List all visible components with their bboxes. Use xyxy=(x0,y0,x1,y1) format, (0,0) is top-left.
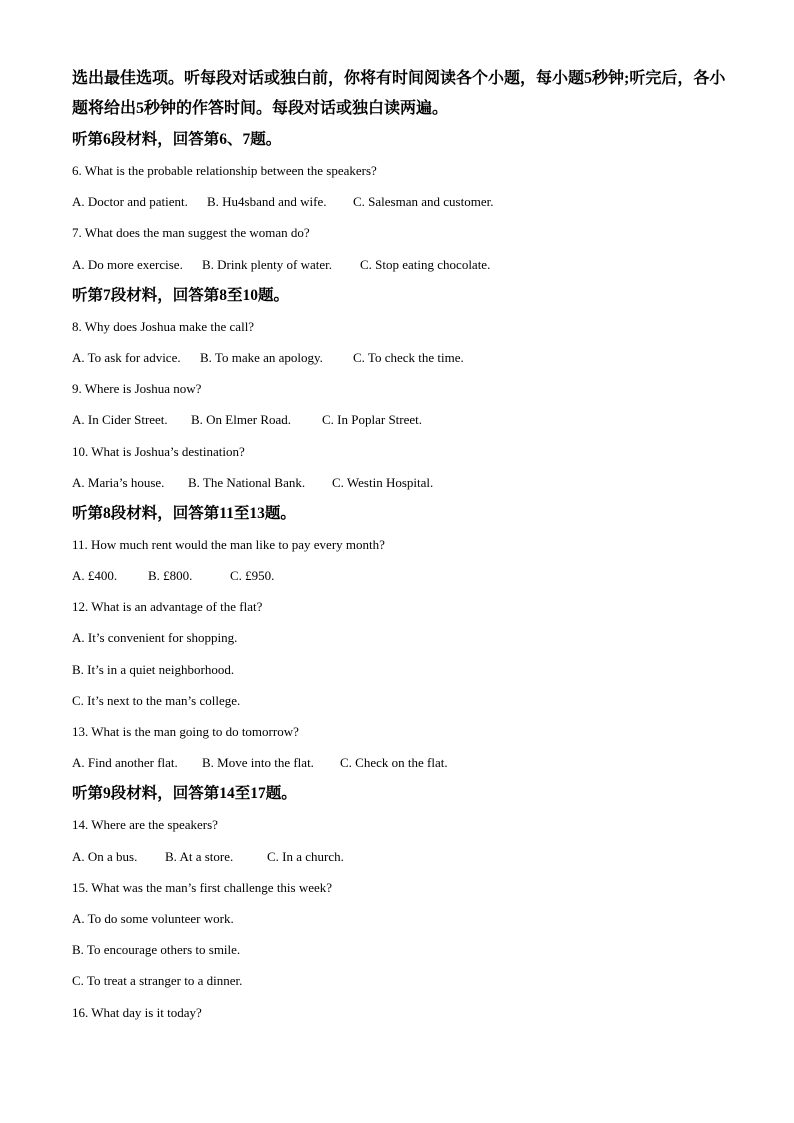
question-text: 10. What is Joshua’s destination? xyxy=(72,443,245,459)
exam-page xyxy=(72,64,732,1028)
option-a: A. Do more exercise. xyxy=(72,256,183,272)
question-text: 16. What day is it today? xyxy=(72,1004,202,1020)
option-a: A. £400. xyxy=(72,568,118,584)
option-b: B. Hu4sband and wife. xyxy=(207,194,327,210)
question-text: 15. What was the man’s first challenge this week? xyxy=(72,879,333,895)
option-c: C. Salesman and customer. xyxy=(353,194,494,210)
option-c: C. Check on the flat. xyxy=(340,755,448,771)
option-b: B. At a store. xyxy=(165,848,234,864)
option-c: C. To treat a stranger to a dinner. xyxy=(72,973,243,989)
option-a: A. To ask for advice. xyxy=(72,349,181,365)
option-c: C. It’s next to the man’s college. xyxy=(72,692,241,708)
option-c: C. Westin Hospital. xyxy=(332,474,434,490)
instructions-text: 选出最佳选项。听每段对话或独白前，你将有时间阅读各个小题，每小题5秒钟;听完后，各小题将给出5秒钟的作答时间。每段对话或独白读两遍。 xyxy=(72,70,726,117)
option-b: B. The National Bank. xyxy=(188,474,306,490)
option-a: A. To do some volunteer work. xyxy=(72,910,234,926)
option-row xyxy=(72,404,732,435)
section-title: 听第7段材料，回答第8至10题。 xyxy=(72,286,290,304)
option-b: B. Drink plenty of water. xyxy=(202,256,332,272)
option-b: B. £800. xyxy=(148,568,193,584)
option-a: A. In Cider Street. xyxy=(72,412,168,428)
option-row xyxy=(72,249,732,280)
option-a: A. It’s convenient for shopping. xyxy=(72,630,238,646)
option-row xyxy=(72,560,732,591)
option-b: B. On Elmer Road. xyxy=(191,412,292,428)
question-text: 8. Why does Joshua make the call? xyxy=(72,318,255,334)
option-a: A. Doctor and patient. xyxy=(72,194,188,210)
option-c: C. In a church. xyxy=(267,848,344,864)
option-row xyxy=(72,747,732,778)
option-row xyxy=(72,186,732,217)
section-title: 听第8段材料，回答第11至13题。 xyxy=(72,504,296,522)
section-title: 听第6段材料，回答第6、7题。 xyxy=(72,131,282,148)
option-row xyxy=(72,467,732,498)
option-c: C. £950. xyxy=(230,568,275,584)
option-row xyxy=(72,342,732,373)
option-c: C. In Poplar Street. xyxy=(322,412,423,428)
option-b: B. To make an apology. xyxy=(200,349,323,365)
option-a: A. Maria’s house. xyxy=(72,474,165,490)
section-title: 听第9段材料，回答第14至17题。 xyxy=(72,785,297,803)
question-text: 7. What does the man suggest the woman do? xyxy=(72,225,310,241)
question-text: 11. How much rent would the man like to pay every month? xyxy=(72,536,385,552)
option-b: B. It’s in a quiet neighborhood. xyxy=(72,661,235,677)
option-b: B. Move into the flat. xyxy=(202,755,314,771)
option-c: C. Stop eating chocolate. xyxy=(360,256,491,272)
option-row xyxy=(72,841,732,872)
option-c: C. To check the time. xyxy=(353,349,464,365)
question-text: 9. Where is Joshua now? xyxy=(72,381,202,397)
question-text: 14. Where are the speakers? xyxy=(72,817,218,833)
question-text: 13. What is the man going to do tomorrow? xyxy=(72,724,299,739)
option-b: B. To encourage others to smile. xyxy=(72,942,241,958)
option-a: A. Find another flat. xyxy=(72,755,178,771)
question-text: 6. What is the probable relationship between the speakers? xyxy=(72,163,377,178)
option-a: A. On a bus. xyxy=(72,848,138,864)
question-text: 12. What is an advantage of the flat? xyxy=(72,599,263,615)
